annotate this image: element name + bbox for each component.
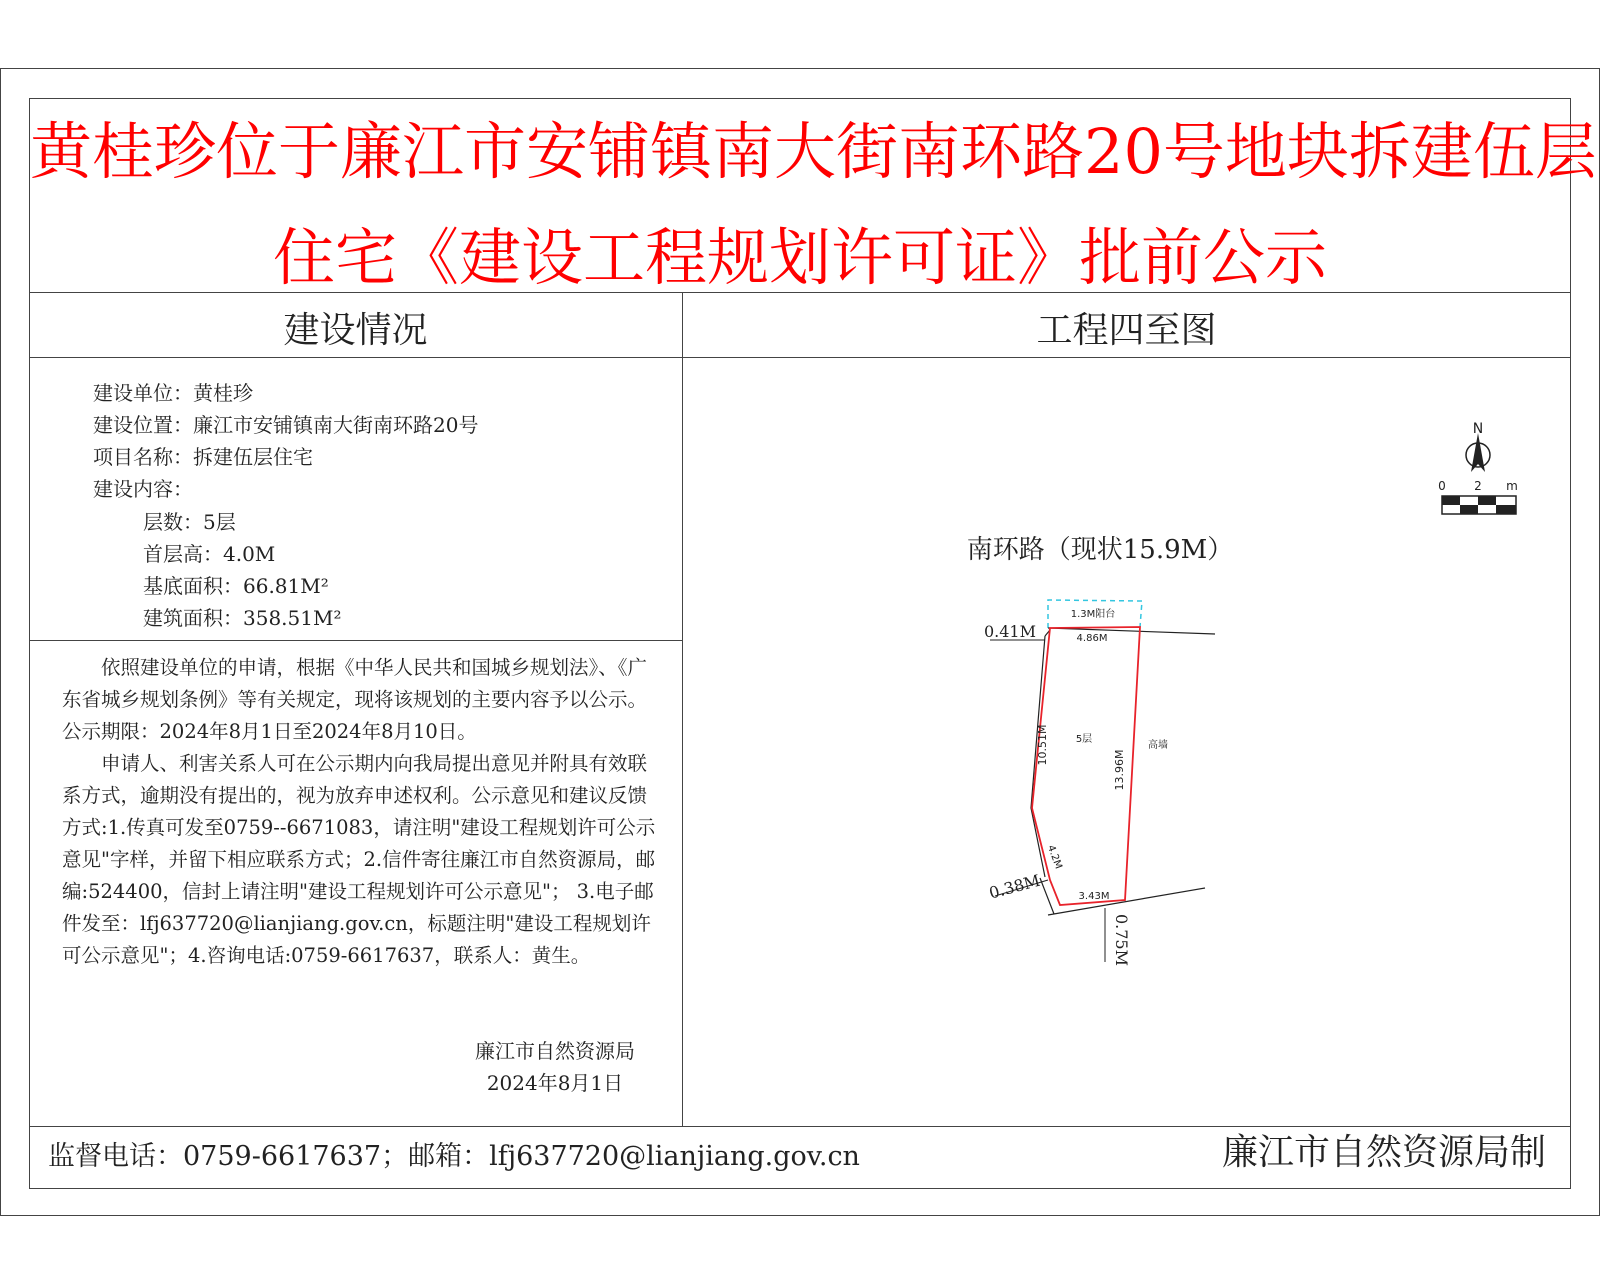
floor-count: 层数：5层 <box>143 510 236 534</box>
issuing-authority: 廉江市自然资源局 <box>475 1039 635 1063</box>
notice-paragraph-1: 依照建设单位的申请，根据《中华人民共和国城乡规划法》、《广东省城乡规划条例》等有关规定，现将该规划的主要内容予以公示。公示期限：2024年8月1日至2024年8月10日。 <box>62 656 648 743</box>
north-arrow-icon <box>1466 421 1490 472</box>
first-floor-height: 首层高：4.0M <box>143 542 276 566</box>
site-boundary-map-heading: 工程四至图 <box>1036 310 1217 351</box>
right-neighbor-label: 高墙 <box>1148 740 1168 751</box>
bottom-width-label: 3.43M <box>1078 891 1110 902</box>
building-area: 建筑面积：358.51M² <box>143 606 342 630</box>
left-offset-top-label: 0.41M <box>983 622 1037 641</box>
left-side-label: 10.51M <box>1036 724 1049 766</box>
north-label: N <box>1472 421 1484 437</box>
right-side-label: 13.96M <box>1113 749 1126 791</box>
project-name: 项目名称：拆建伍层住宅 <box>93 445 313 469</box>
notice-title-line1: 黄桂珍位于廉江市安铺镇南大街南环路20号地块拆建伍层 <box>30 115 1597 188</box>
issue-date: 2024年8月1日 <box>486 1071 624 1095</box>
construction-status-heading: 建设情况 <box>283 310 428 351</box>
bottom-left-side-label: 4.2M <box>1044 843 1064 871</box>
scale-two-label: 2 <box>1474 479 1482 493</box>
construction-content-label: 建设内容： <box>93 477 193 501</box>
scale-zero-label: 0 <box>1438 479 1446 493</box>
road-label: 南环路（现状15.9M） <box>966 535 1234 565</box>
scale-unit-label: m <box>1506 479 1518 493</box>
top-width-label: 4.86M <box>1076 633 1108 644</box>
notice-title-line2: 住宅《建设工程规划许可证》批前公示 <box>272 221 1327 294</box>
notice-paragraph-2: 申请人、利害关系人可在公示期内向我局提出意见并附具有效联系方式，逾期没有提出的，视为放弃申述权利。公示意见和建议反馈方式:1.传真可发至0759--6671083，请注明"建设工程规划许可公示意见"字样，并留下相应联系方式；2.信件寄往廉江市自然资源局，邮编:524400，信封上请注明"建设工程规划许可公示意见"； 3.电子邮件发至：lfj637720@lianjiang.gov.cn，标题注明"建设工程规划许可公示意见"；4.咨询电话:0759-6617637，联系人：黄生。 <box>62 752 656 967</box>
supervision-contact: 监督电话：0759-6617637；邮箱：lfj637720@lianjiang.gov.cn <box>48 1141 860 1172</box>
scale-bar <box>1438 479 1518 514</box>
construction-location: 建设位置：廉江市安铺镇南大街南环路20号 <box>93 413 479 437</box>
floors-label: 5层 <box>1075 734 1093 745</box>
bottom-offset-label: 0.75M <box>1112 913 1131 967</box>
producer-label: 廉江市自然资源局制 <box>1222 1132 1547 1173</box>
base-area: 基底面积：66.81M² <box>143 574 329 598</box>
bottom-left-offset-label: 0.38M <box>986 870 1043 903</box>
balcony-label: 1.3M阳台 <box>1070 609 1116 620</box>
construction-unit: 建设单位：黄桂珍 <box>93 381 253 405</box>
